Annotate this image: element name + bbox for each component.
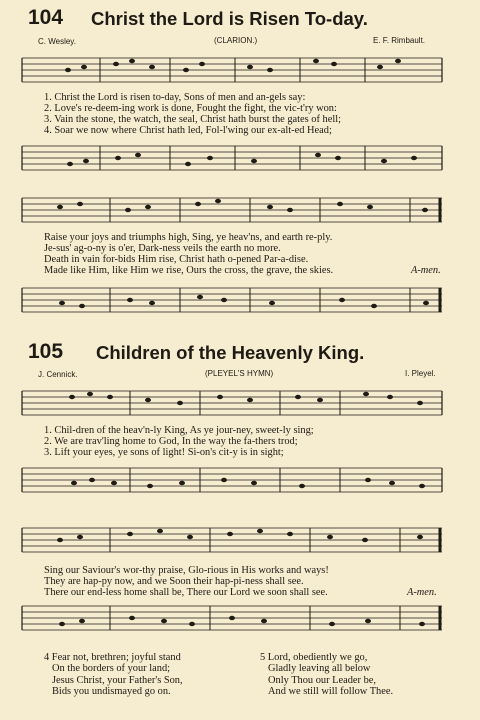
music-staff-treble	[20, 50, 444, 90]
verse-lyrics	[44, 425, 314, 458]
lyric-line: Raise your joys and triumphs high, Sing, ye heav'ns, and earth re-ply.	[44, 232, 333, 243]
hymn-tune: (PLEYEL'S HYMN)	[205, 369, 274, 378]
music-staff-treble	[20, 520, 444, 560]
lyric-line: They are hap-py now, and we Soon their hap-pi-ness shall see.	[44, 576, 304, 587]
music-staff-treble	[20, 383, 444, 423]
hymn-title: Christ the Lord is Risen To-day.	[91, 8, 368, 29]
lyric-line: 3. Lift your eyes, ye sons of light! Si-on's cit-y is in sight;	[44, 447, 284, 458]
stanza-line: Jesus Christ, your Father's Son,	[52, 674, 183, 686]
lyric-line: Death in vain for-bids Him rise, Christ hath o-pened Par-a-dise.	[44, 254, 309, 265]
stanza-line: And we still will follow Thee.	[268, 686, 394, 698]
amen-label: A-men.	[411, 265, 441, 276]
hymn-composer: E. F. Rimbault.	[373, 36, 426, 45]
verse-lyrics	[44, 92, 341, 136]
lyric-line: 4. Soar we now where Christ hath led, Fol-l'wing our ex-alt-ed Head;	[44, 125, 332, 136]
lyric-line: 3. Vain the stone, the watch, the seal, Christ hath burst the gates of hell;	[44, 114, 342, 125]
stanza-line: Bids you undismayed go on.	[52, 686, 171, 698]
music-staff-bass	[20, 138, 444, 178]
music-staff-treble	[20, 190, 444, 230]
hymn-author: J. Cennick.	[38, 370, 78, 379]
stanza-line: Gladly leaving all below	[268, 663, 371, 675]
music-staff-bass	[20, 460, 444, 500]
hymn-number: 104	[28, 6, 64, 29]
lyric-line: There our end-less home shall be, There our Lord we soon shall see.	[44, 587, 328, 598]
stanza-line: 4 Fear not, brethren; joyful stand	[44, 652, 181, 663]
lyric-line: Made like Him, like Him we rise, Ours the cross, the grave, the skies.	[44, 265, 334, 276]
lyric-line: 2. Love's re-deem-ing work is done, Fought the fight, the vic-t'ry won:	[44, 103, 337, 114]
lyric-line: Je-sus' ag-o-ny is o'er, Dark-ness veils the earth no more.	[44, 243, 281, 254]
music-staff-bass	[20, 598, 444, 638]
lyric-line: Sing our Saviour's wor-thy praise, Glo-rious in His works and ways!	[44, 565, 329, 576]
verse-lyrics	[44, 565, 329, 598]
stanza-line: Only Thou our Leader be,	[268, 674, 377, 686]
hymn-number: 105	[28, 340, 64, 363]
hymn-tune: (CLARION.)	[214, 36, 258, 45]
verse-lyrics	[44, 232, 333, 276]
music-staff-bass	[20, 280, 444, 320]
amen-label: A-men.	[407, 587, 437, 598]
stanza-4	[44, 652, 183, 698]
stanza-line: On the borders of your land;	[52, 663, 171, 675]
hymn-composer: I. Pleyel.	[405, 369, 436, 378]
hymn-author: C. Wesley.	[38, 37, 76, 46]
stanza-5	[260, 652, 393, 698]
lyric-line: 2. We are trav'ling home to God, In the way the fa-thers trod;	[44, 436, 298, 447]
lyric-line: 1. Christ the Lord is risen to-day, Sons of men and an-gels say:	[44, 92, 306, 103]
lyric-line: 1. Chil-dren of the heav'n-ly King, As ye jour-ney, sweet-ly sing;	[44, 425, 314, 436]
hymn-title: Children of the Heavenly King.	[96, 342, 365, 363]
stanza-line: 5 Lord, obediently we go,	[260, 652, 368, 663]
